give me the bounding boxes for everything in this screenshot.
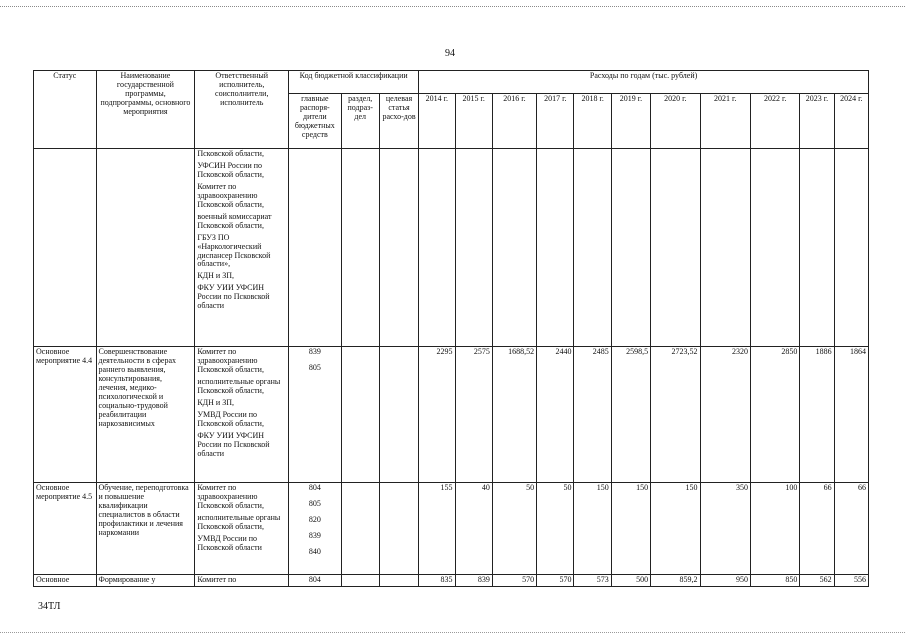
value-2014 [419,149,455,347]
header-year-2015: 2015 г. [455,94,492,149]
value-2014: 155 [419,483,455,575]
row-code-section [341,483,379,575]
executor-item: КДН и ЗП, [197,271,234,281]
header-row-top [34,71,869,94]
value-2019 [611,149,650,347]
value-2020 [651,149,700,347]
budget-table [33,70,869,587]
footer-code: 34ТЛ [38,601,61,612]
executor-item: исполнительные органы Псковской области, [197,376,281,395]
code-item: 805 [308,362,321,372]
value-2020: 2723,52 [651,347,700,483]
header-code-main: главные распоря-дители бюджетных средств [289,94,341,149]
value-2024 [834,149,868,347]
header-year-2022: 2022 г. [750,94,799,149]
executor-item: Комитет по здравоохранению Псковской области, [197,483,264,510]
header-code-target: целевая статья расхо-дов [379,94,418,149]
table-row [34,575,869,587]
scan-edge-bottom [0,632,905,633]
table-row [34,149,869,347]
value-2021: 950 [700,575,750,587]
executor-item: исполнительные органы Псковской области, [197,512,281,531]
value-2016: 1688,52 [492,347,536,483]
header-code-section: раздел, подраз-дел [341,94,379,149]
row-code-main [289,149,341,347]
row-name: Совершенствование деятельности в сферах раннего выявления, консультирования, лечения, медико-психологической и социально-трудовой реабилитации наркозависимых [96,347,195,483]
value-2019: 150 [611,483,650,575]
header-year-2021: 2021 г. [700,94,750,149]
executor-item: УФСИН России по Псковской области, [197,160,264,179]
executor-item: КДН и ЗП, [197,397,234,407]
value-2021: 350 [700,483,750,575]
value-2022: 850 [750,575,799,587]
header-budget-code: Код бюджетной классификации [289,71,419,94]
value-2014: 835 [419,575,455,587]
value-2019: 2598,5 [611,347,650,483]
row-code-section [341,347,379,483]
row-status [34,149,97,347]
value-2021 [700,149,750,347]
value-2018: 573 [574,575,611,587]
value-2015: 2575 [455,347,492,483]
executor-item: УМВД России по Псковской области, [197,409,264,428]
value-2016: 570 [492,575,536,587]
header-year-2016: 2016 г. [492,94,536,149]
row-code-target [379,483,418,575]
value-2015: 839 [455,575,492,587]
value-2023: 562 [800,575,834,587]
row-code-target [379,575,418,587]
value-2015 [455,149,492,347]
value-2022: 100 [750,483,799,575]
row-executors [195,347,289,483]
scan-edge-top [0,6,905,7]
value-2014: 2295 [419,347,455,483]
code-item: 840 [308,546,321,556]
row-name: Формирование у [96,575,195,587]
value-2024: 66 [834,483,868,575]
table-row [34,483,869,575]
value-2016: 50 [492,483,536,575]
value-2015: 40 [455,483,492,575]
header-year-2023: 2023 г. [800,94,834,149]
code-item: 820 [308,514,321,524]
executor-item: ФКУ УИИ УФСИН России по Псковской области [197,430,270,458]
row-code-section [341,149,379,347]
value-2017: 50 [537,483,574,575]
value-2018: 2485 [574,347,611,483]
code-item: 805 [308,498,321,508]
row-executors [195,483,289,575]
row-status: Основное мероприятие 4.5 [34,483,97,575]
executor-item: Комитет по здравоохранению Псковской области, [197,347,264,374]
value-2018: 150 [574,483,611,575]
header-year-2019: 2019 г. [611,94,650,149]
row-name: Обучение, переподготовка и повышение квалификации специалистов в области профилактики и лечения наркомании [96,483,195,575]
value-2016 [492,149,536,347]
row-code-main [289,347,341,483]
table-row [34,347,869,483]
header-year-2018: 2018 г. [574,94,611,149]
value-2020: 859,2 [651,575,700,587]
header-name: Наименование государственной программы, подпрограммы, основного мероприятия [96,71,195,149]
row-status: Основное мероприятие 4.4 [34,347,97,483]
row-code-target [379,347,418,483]
row-name [96,149,195,347]
value-2023 [800,149,834,347]
header-expenses: Расходы по годам (тыс. рублей) [419,71,869,94]
code-item: 839 [308,530,321,540]
executor-item: Псковской области, [197,149,264,158]
row-executors [195,149,289,347]
executor-item: ГБУЗ ПО «Наркологический диспансер Псковской области», [197,232,271,269]
value-2022 [750,149,799,347]
code-item: 804 [308,483,321,492]
value-2023: 66 [800,483,834,575]
header-status: Статус [34,71,97,149]
value-2017: 570 [537,575,574,587]
executor-item: военный комиссариат Псковской области, [197,211,272,230]
value-2019: 500 [611,575,650,587]
value-2017 [537,149,574,347]
header-year-2020: 2020 г. [651,94,700,149]
executor-item: Комитет по здравоохранению Псковской области, [197,181,264,209]
value-2024: 556 [834,575,868,587]
code-item: 839 [308,347,321,356]
page-number: 94 [445,48,455,59]
row-code-section [341,575,379,587]
row-executors: Комитет по [195,575,289,587]
row-code-target [379,149,418,347]
row-status: Основное [34,575,97,587]
header-year-2024: 2024 г. [834,94,868,149]
row-code-main: 804 [289,575,341,587]
header-responsible: Ответственный исполнитель, соисполнители, исполнитель [195,71,289,149]
header-year-2017: 2017 г. [537,94,574,149]
value-2024: 1864 [834,347,868,483]
value-2018 [574,149,611,347]
value-2023: 1886 [800,347,834,483]
header-year-2014: 2014 г. [419,94,455,149]
value-2021: 2320 [700,347,750,483]
executor-item: УМВД России по Псковской области [197,533,262,552]
value-2020: 150 [651,483,700,575]
value-2017: 2440 [537,347,574,483]
row-code-main [289,483,341,575]
executor-item: ФКУ УИИ УФСИН России по Псковской области [197,283,270,311]
value-2022: 2850 [750,347,799,483]
